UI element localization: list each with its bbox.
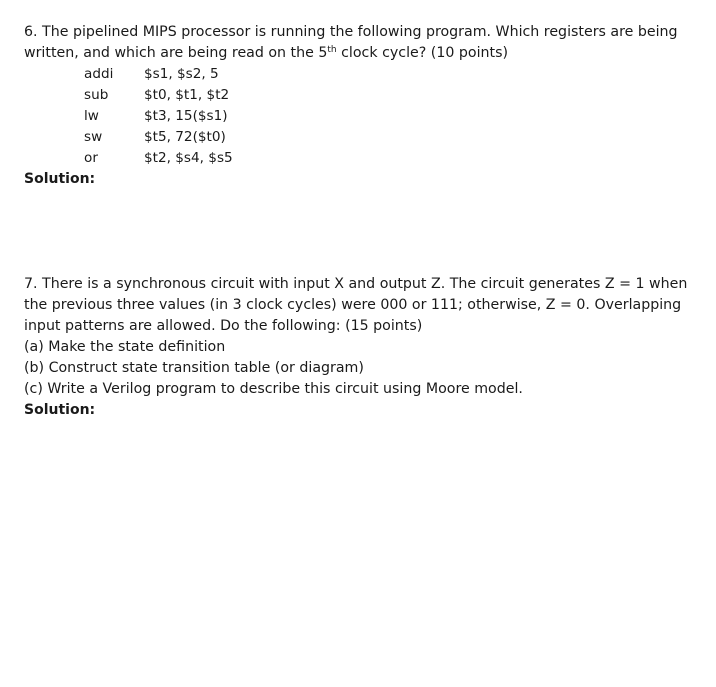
instruction-opcode: sub bbox=[84, 87, 109, 103]
question-7-line: the previous three values (in 3 clock cycles) were 000 or 111; otherwise, Z = 0. Overlapping bbox=[24, 297, 682, 313]
question-6-line-2 bbox=[24, 43, 678, 64]
question-6-line-1: 6. The pipelined MIPS processor is running the following program. Which registers are being bbox=[24, 24, 678, 40]
instruction-operands: $t5, 72($t0) bbox=[144, 129, 226, 145]
question-7-line: input patterns are allowed. Do the following: (15 points) bbox=[24, 318, 423, 334]
instruction-opcode: addi bbox=[84, 66, 114, 82]
mips-program bbox=[84, 64, 233, 169]
question-7-part-a: (a) Make the state definition bbox=[24, 339, 226, 355]
question-7-line: 7. There is a synchronous circuit with input X and output Z. The circuit generates Z = 1 when bbox=[24, 276, 688, 292]
question-7-part-c: (c) Write a Verilog program to describe this circuit using Moore model. bbox=[24, 381, 523, 397]
question-7-part-b: (b) Construct state transition table (or diagram) bbox=[24, 360, 364, 376]
question-6-line-2-before: written, and which are being read on the 5 bbox=[24, 45, 328, 61]
instruction-opcode: or bbox=[84, 150, 98, 166]
instruction-row bbox=[84, 127, 233, 148]
instruction-row bbox=[84, 106, 233, 127]
question-6-line-2-after: clock cycle? (10 points) bbox=[336, 45, 508, 61]
question-7-solution-label: Solution: bbox=[24, 402, 96, 418]
instruction-operands: $s1, $s2, 5 bbox=[144, 66, 219, 82]
instruction-row bbox=[84, 148, 233, 169]
instruction-row bbox=[84, 85, 233, 106]
question-6-text bbox=[24, 22, 678, 64]
instruction-opcode: sw bbox=[84, 129, 103, 145]
question-6-solution-label: Solution: bbox=[24, 171, 96, 187]
instruction-operands: $t2, $s4, $s5 bbox=[144, 150, 233, 166]
instruction-opcode: lw bbox=[84, 108, 99, 124]
instruction-row bbox=[84, 64, 233, 85]
instruction-operands: $t0, $t1, $t2 bbox=[144, 87, 230, 103]
ordinal-superscript: th bbox=[327, 45, 337, 55]
instruction-operands: $t3, 15($s1) bbox=[144, 108, 228, 124]
question-7-text bbox=[24, 274, 687, 400]
